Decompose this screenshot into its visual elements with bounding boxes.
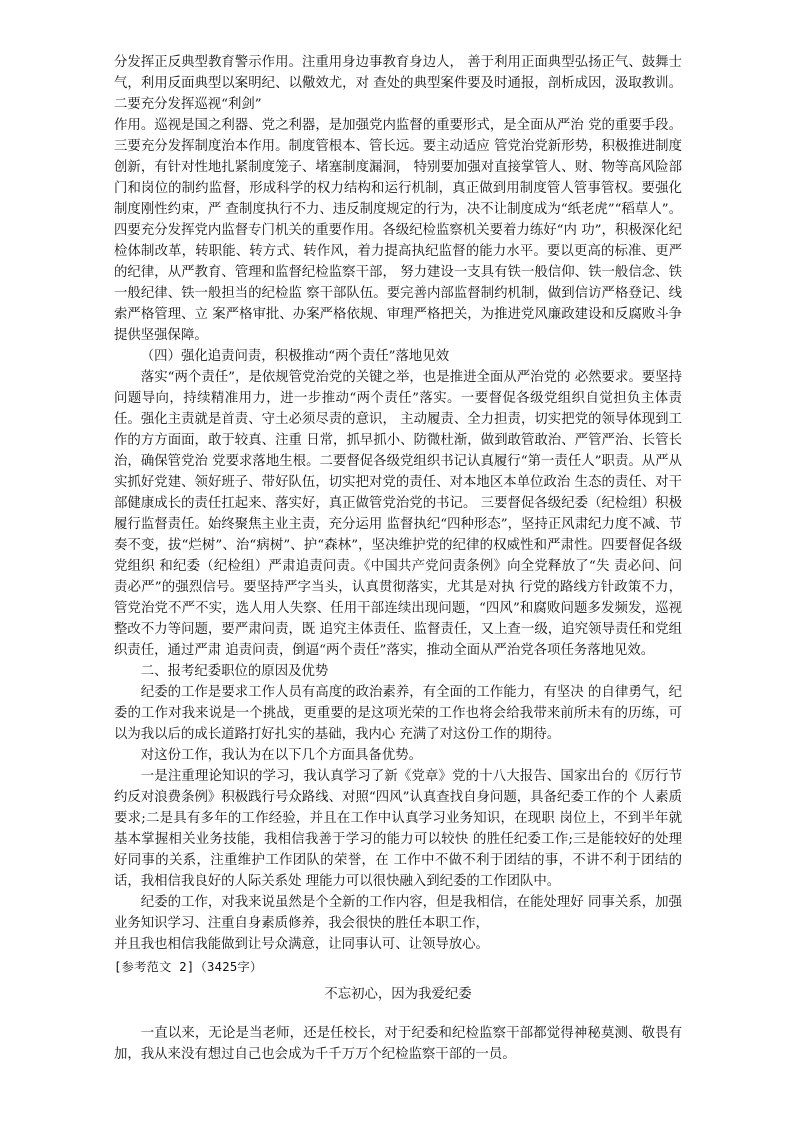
paragraph: 纪委的工作，对我来说虽然是个全新的工作内容，但是我相信，在能处理好 同事关系，加强业务知识学习、注重自身素质修养，我会很快的胜任本职工作， <box>114 895 682 931</box>
paragraph: 分发挥正反典型教育警示作用。注重用身边事教育身边人， 善于利用正面典型弘扬正气、鼓舞士气，利用反面典型以案明纪、以儆效尤，对 查处的典型案件要及时通报，剖析成因，汲取教训。二要充分发挥巡视“利剑” <box>114 55 682 112</box>
essay-title: 不忘初心，因为我爱纪委 <box>324 987 472 1002</box>
document-body <box>114 52 682 1065</box>
paragraph: 并且我也相信我能做到让号众满意，让同事认可、让领导放心。 <box>114 937 489 952</box>
paragraph: 一是注重理论知识的学习，我认真学习了新《党章》党的十八大报告、国家出台的《厉行节约反对浪费条例》积极践行号众路线、对照“四风”认真查找自身问题，具备纪委工作的个 人素质要求;二是具有多年的工作经验，并且在工作中认真学习业务知识，在现职 岗位上，不到半年就基本掌握相关业务技能，我相信我善于学习的能力可以较快 的胜任纪委工作;三是能较好的处理好同事的关系，注重维护工作团队的荣誉，在 工作中不做不利于团结的事，不讲不利于团结的话，我相信我良好的人际关系处 理能力可以很快融入到纪委的工作团队中。 <box>114 769 682 889</box>
paragraph: 纪委的工作是要求工作人员有高度的政治素养，有全面的工作能力，有坚决 的自律勇气，纪委的工作对我来说是一个挑战，更重要的是这项光荣的工作也将会给我带来前所未有的历练，可以为我以后的成长道路打好扎实的基础，我内心 充满了对这份工作的期待。 <box>114 685 682 742</box>
reference-label: [参考范文 2]（3425字） <box>114 960 263 974</box>
paragraph: 对这份工作，我认为在以下几个方面具备优势。 <box>140 748 422 763</box>
paragraph: 一直以来，无论是当老师，还是任校长，对于纪委和纪检监察干部都觉得神秘莫测、敬畏有加，我从来没有想过自己也会成为千千万万个纪检监察干部的一员。 <box>114 1026 682 1062</box>
paragraph: 作用。巡视是国之利器、党之利器，是加强党内监督的重要形式，是全面从严治 党的重要手段。三要充分发挥制度治本作用。制度管根本、管长远。要主动适应 管党治党新形势，积极推进制度创新，有针对性地扎紧制度笼子、堵塞制度漏洞， 特别要加强对直接掌管人、财、物等高风险部门和岗位的制约监督，形成科学的权力结构和运行机制，真正做到用制度管人管事管权。要强化制度刚性约束，严 查制度执行不力、违反制度规定的行为，决不让制度成为“纸老虎”“稻草人”。 四要充分发挥党内监督专门机关的重要作用。各级纪检监察机关要着力练好“内 功”，积极深化纪检体制改革，转职能、转方式、转作风，着力提高执纪监督的能力水平。要以更高的标准、更严的纪律，从严教育、管理和监督纪检监察干部， 努力建设一支具有铁一般信仰、铁一般信念、铁一般纪律、铁一般担当的纪检监 察干部队伍。要完善内部监督制约机制，做到信访严格登记、线索严格管理、立 案严格审批、办案严格依规、审理严格把关，为推进党风廉政建设和反腐败斗争 提供坚强保障。 <box>114 118 682 343</box>
paragraph: 落实“两个责任”，是依规管党治党的关键之举，也是推进全面从严治党的 必然要求。要坚持问题导向，持续精准用力，进一步推动“两个责任”落实。一要督促各级党组织自觉担负主体责任。强化主责就是首责、守土必须尽责的意识， 主动履责、全力担责，切实把党的领导体现到工作的方方面面，敢于较真、注重 日常，抓早抓小、防微杜渐，做到敢管敢治、严管严治、长管长治，确保管党治 党要求落地生根。二要督促各级党组织书记认真履行“第一责任人”职责。从严从实抓好党建、领好班子、带好队伍，切实把对党的责任、对本地区本单位政治 生态的责任、对干部健康成长的责任扛起来、落实好，真正做管党治党的书记。 三要督促各级纪委（纪检组）积极履行监督责任。始终聚焦主业主责，充分运用 监督执纪“四种形态”，坚持正风肃纪力度不减、节奏不变，拔“烂树”、治“病树”、护“森林”，坚决维护党的纪律的权威性和严肃性。四要督促各级党组织 和纪委（纪检组）严肃追责问责。《中国共产党问责条例》向全党释放了“失 责必问、问责必严”的强烈信号。要坚持严字当头，认真贯彻落实，尤其是对执 行党的路线方针政策不力，管党治党不严不实，选人用人失察、任用干部连续出现问题，“四风”和腐败问题多发频发，巡视整改不力等问题，要严肃问责，既 追究主体责任、监督责任，又上查一级，追究领导责任和党组织责任，通过严肃 追责问责，倒逼“两个责任”落实，推动全面从严治党各项任务落地见效。 <box>114 370 682 658</box>
section-heading: 二、报考纪委职位的原因及优势 <box>140 664 329 679</box>
section-heading: （四）强化追责问责，积极推动“两个责任”落地见效 <box>140 349 450 364</box>
